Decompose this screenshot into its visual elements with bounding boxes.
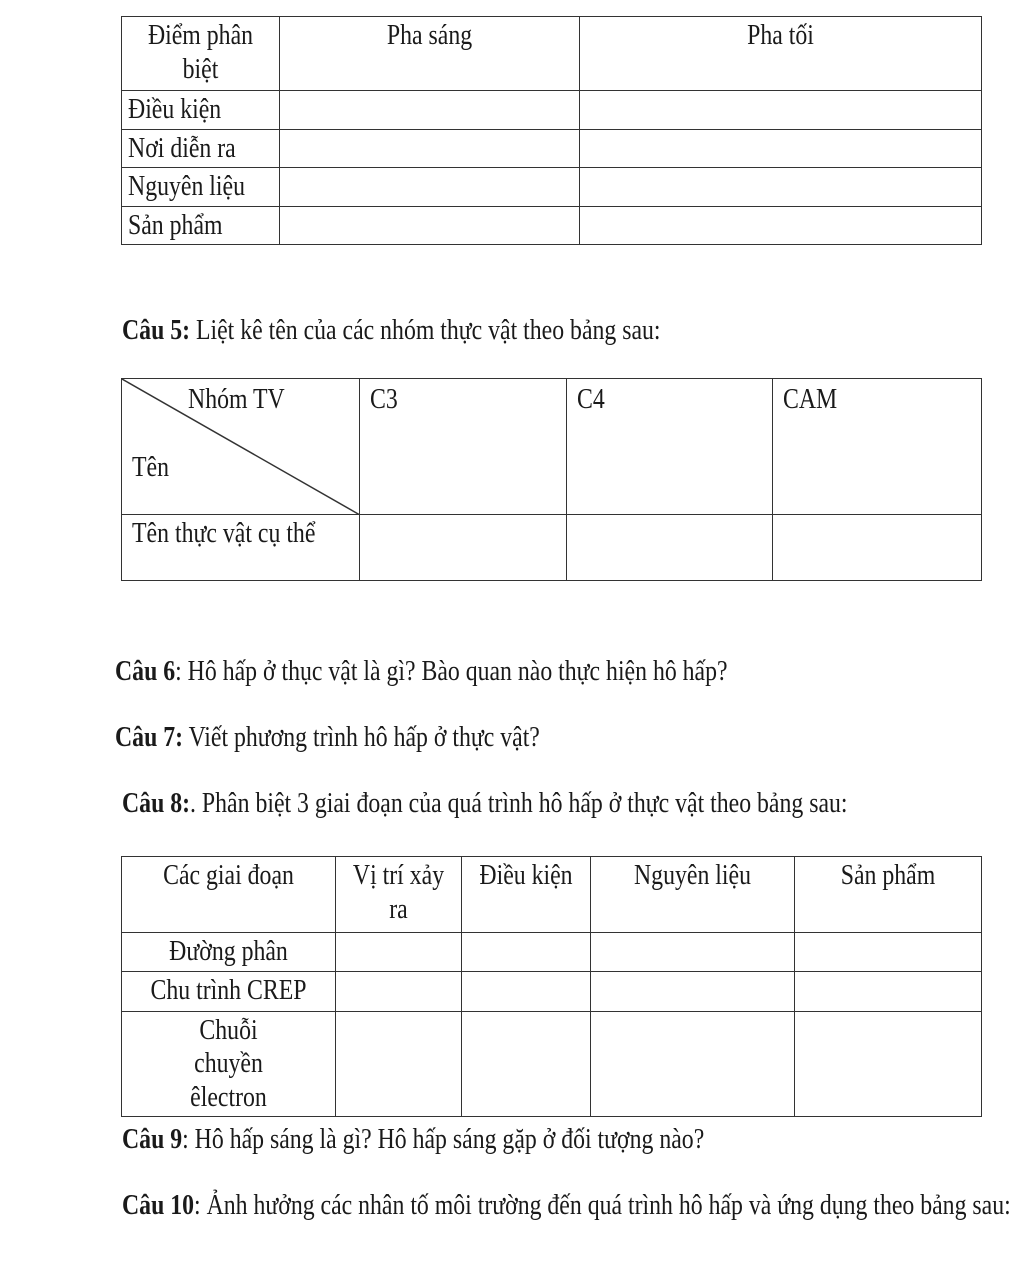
table2-corner-bottom: Tên [132,452,170,483]
question-6-text: : Hô hấp ở thục vật là gì? Bào quan nào thực hiện hô hấp? [175,655,728,687]
table2-corner-top: Nhóm TV [188,384,285,415]
photosynthesis-phase-table [121,16,982,245]
question-5-text: Liệt kê tên của các nhóm thực vật theo bảng sau: [190,314,661,346]
table1-cell [280,206,580,245]
question-6 [115,654,728,689]
question-7 [115,720,540,755]
table3-cell [462,1011,591,1117]
table2-cell [773,515,982,581]
table2-cell [360,515,567,581]
table1-cell [580,91,982,130]
table3-cell [336,933,462,972]
table3-row-label: Chuỗi chuyền êlectron [122,1011,336,1117]
respiration-stage-table [121,856,982,1117]
table2-row-label: Tên thực vật cụ thể [122,515,360,581]
table3-cell [462,933,591,972]
table1-header-criteria: Điểm phân biệt [122,17,280,91]
question-7-text: Viết phương trình hô hấp ở thực vật? [183,721,540,753]
question-9-text: : Hô hấp sáng là gì? Hô hấp sáng gặp ở đối tượng nào? [182,1123,705,1155]
question-8 [122,786,848,821]
table1-row-label: Điều kiện [122,91,280,130]
table1-row-label: Nơi diễn ra [122,129,280,168]
table3-cell [591,1011,795,1117]
table2-header-c3: C3 [360,379,567,515]
table3-cell [462,971,591,1011]
table1-row-label: Nguyên liệu [122,168,280,207]
table3-cell [336,971,462,1011]
table3-header-product: Sản phẩm [795,857,982,933]
table1-cell [580,168,982,207]
table3-cell [795,933,982,972]
plant-group-table [121,378,982,581]
question-10-label: Câu 10 [122,1189,195,1221]
table3-cell [591,971,795,1011]
question-5 [122,313,661,348]
table2-header-cam: CAM [773,379,982,515]
table1-cell [280,91,580,130]
question-9-label: Câu 9 [122,1123,183,1155]
table2-diagonal-header [122,379,360,515]
table1-cell [280,129,580,168]
question-9 [122,1122,704,1157]
question-10-text: : Ảnh hưởng các nhân tố môi trường đến quá trình hô hấp và ứng dụng theo bảng sau: [194,1189,1011,1221]
table1-cell [280,168,580,207]
question-7-label: Câu 7: [115,721,184,753]
question-8-label: Câu 8: [122,787,191,819]
table2-header-c4: C4 [567,379,773,515]
table3-row-label: Đường phân [122,933,336,972]
question-6-label: Câu 6 [115,655,176,687]
table1-header-light-phase: Pha sáng [280,17,580,91]
table3-header-location: Vị trí xảy ra [336,857,462,933]
table3-cell [795,971,982,1011]
question-8-text: . Phân biệt 3 giai đoạn của quá trình hô hấp ở thực vật theo bảng sau: [190,787,848,819]
question-10 [122,1188,1011,1223]
table3-header-condition: Điều kiện [462,857,591,933]
table3-cell [336,1011,462,1117]
table1-cell [580,206,982,245]
question-5-label: Câu 5: [122,314,191,346]
table1-header-dark-phase: Pha tối [580,17,982,91]
table2-cell [567,515,773,581]
table3-header-stage: Các giai đoạn [122,857,336,933]
table3-row-label: Chu trình CREP [122,971,336,1011]
table3-header-material: Nguyên liệu [591,857,795,933]
table1-row-label: Sản phẩm [122,206,280,245]
table3-cell [591,933,795,972]
table1-cell [580,129,982,168]
table3-cell [795,1011,982,1117]
